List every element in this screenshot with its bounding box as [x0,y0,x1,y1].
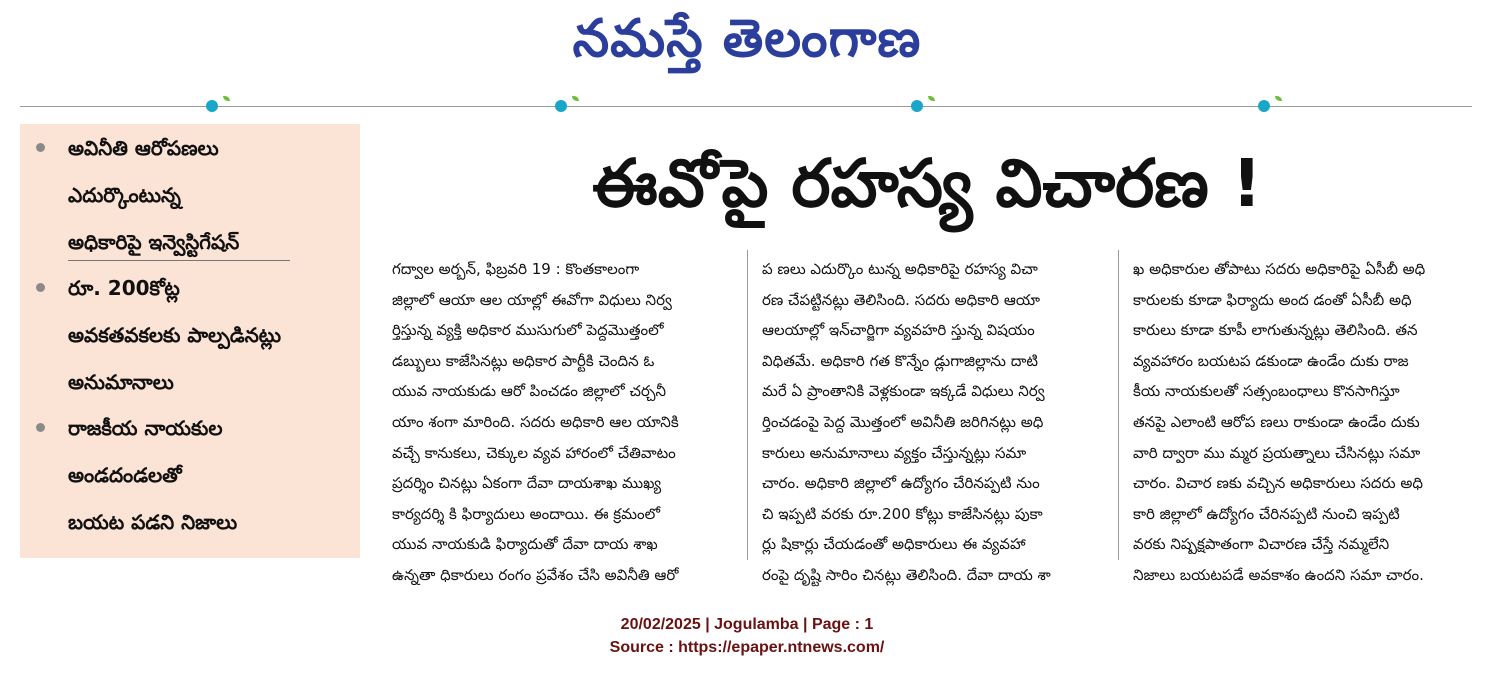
article-line: వచ్చే కానుకలు, చెక్కుల వ్యవ హారంలో చేతివాటం [392,443,676,462]
article-line: యువ నాయకుడి ఫిర్యాదుతో దేవా దాయ శాఖ [392,535,658,554]
article-line: చి ఇప్పటి వరకు రూ.200 కోట్లు కాజేసినట్లు పుకా [762,504,1043,523]
article-line: చారం. అధికారి జిల్లాలో ఉద్యోగం చేరినప్పటి నుం [762,474,1040,493]
article-line: తనపై ఎలాంటి ఆరోప ణలు రాకుండా ఉండేం దుకు [1133,412,1420,431]
newspaper-masthead: నమస్తే తెలంగాణ [572,8,922,69]
article-line: మరే ఏ ప్రాంతానికి వెళ్లకుండా ఇక్కడే విధులు నిర్వ [762,382,1045,401]
leaf-icon [223,96,230,101]
bullet-dot-icon [36,283,45,292]
source-link[interactable]: Source : https://epaper.ntnews.com/ [609,639,885,656]
leaf-icon [572,96,579,101]
highlight-line: అవకతవకలకు పాల్పడినట్లు [68,323,282,347]
article-line: చారం. విచార ణకు వచ్చిన అధికారులు సదరు అధి [1133,474,1423,493]
article-line: కారి జిల్లాలో ఉద్యోగం చేరినప్పటి నుంచి ఇప్పటి [1133,504,1400,523]
article-column-2 [762,254,1112,591]
article-line: ర్లు షికార్లు చేయడంతో అధికారులు ఈ వ్యవహా [762,535,1026,554]
highlights-sidebar [20,124,360,558]
highlight-line: రూ. 200కోట్ల [68,276,180,300]
article-line: ఉన్నతా ధికారులు రంగం ప్రవేశం చేసి అవినీతి ఆరో [392,565,679,584]
article-line: వరకు నిష్పక్షపాతంగా విచారణ చేస్తే నమ్మలేని [1133,535,1390,554]
bullet-dot-icon [36,143,45,152]
rule-dot-icon [911,100,923,112]
article-line: ర్తిస్తున్న వ్యక్తి అధికార ముసుగులో పెద్దమొత్తంలో [392,321,664,340]
highlight-line: బయట పడని నిజాలు [68,510,238,534]
article-line: రంపై దృష్టి సారిం చినట్లు తెలిసింది. దేవా దాయ శా [762,565,1051,584]
rule-dot-icon [1258,100,1270,112]
edition-info: 20/02/2025 | Jogulamba | Page : 1 [620,616,874,633]
bullet-dot-icon [36,423,45,432]
leaf-icon [1275,96,1282,101]
article-headline: ఈవోపై రహస్య విచారణ ! [592,145,1262,222]
article-line: ప ణలు ఎదుర్కొం టున్న అధికారిపై రహస్య విచా [762,260,1038,278]
article-column-3 [1133,254,1483,591]
article-line: ఆలయాల్లో ఇన్‌చార్జిగా వ్యవహరి స్తున్న విషయం [762,321,1035,340]
article-line: విధితమే. అధికారి గత కొన్నేం డ్లుగాజిల్లాను దాటి [762,351,1038,370]
article-line: కారులు అనుమానాలు వ్యక్తం చేస్తున్నట్లు సమా [762,443,1027,462]
article-line: యాం శంగా మారింది. సదరు అధికారి ఆల యానికి [392,412,679,431]
highlight-line: అనుమానాలు [68,370,174,394]
leaf-icon [928,96,935,101]
article-line: నిజాలు బయటపడే అవకాశం ఉందని సమా చారం. [1133,565,1424,584]
highlight-line: రాజకీయ నాయకుల [68,416,223,440]
article-line: గద్వాల అర్బన్, ఫిబ్రవరి 19 : కొంతకాలంగా [392,260,640,278]
article-line: వ్యవహారం బయటప డకుండా ఉండేం దుకు రాజ [1133,351,1409,370]
column-divider [1118,250,1119,560]
column-divider [747,250,748,560]
highlight-line: అధికారిపై ఇన్వెస్టిగేషన్ [68,230,240,254]
header-rule [20,106,1472,107]
article-column-1 [392,254,742,591]
article-line: కీయ నాయకులతో సత్సంబంధాలు కొనసాగిస్తూ [1133,382,1400,401]
highlight-line: ఎదుర్కొంటున్న [68,183,181,207]
article-line: ప్రదర్శిం చినట్లు ఏకంగా దేవా దాయశాఖ ముఖ్య [392,474,662,493]
article-line: ఖ అధికారుల తోపాటు సదరు అధికారిపై ఏసీబీ అధి [1133,260,1426,278]
article-line: ర్తించడంపై పెద్ద మొత్తంలో అవినీతి జరిగినట్లు అధి [762,412,1044,431]
article-line: జిల్లాలో ఆయా ఆల యాల్లో ఈవోగా విధులు నిర్వ [392,290,672,309]
article-line: కారులు కూడా కూపీ లాగుతున్నట్లు తెలిసింది. తన [1133,321,1418,340]
article-line: డబ్బులు కాజేసినట్లు అధికార పార్టీకి చెందిన ఓ [392,351,655,370]
rule-dot-icon [206,100,218,112]
article-line: యువ నాయకుడు ఆరో పించడం జిల్లాలో చర్చనీ [392,382,667,401]
article-line: రణ చేపట్టినట్లు తెలిసింది. సదరు అధికారి ఆయా [762,290,1041,309]
article-line: కార్యదర్శి కి ఫిర్యాదులు అందాయి. ఈ క్రమంలో [392,504,661,523]
article-line: కారులకు కూడా ఫిర్యాదు అంద డంతో ఏసీబీ అధి [1133,290,1412,309]
article-line: వారి ద్వారా ము మ్మర ప్రయత్నాలు చేసినట్లు సమా [1133,443,1421,462]
highlight-line: అండదండలతో [68,463,182,487]
highlight-divider [68,260,290,261]
highlight-line: అవినీతి ఆరోపణలు [68,136,219,160]
rule-dot-icon [555,100,567,112]
